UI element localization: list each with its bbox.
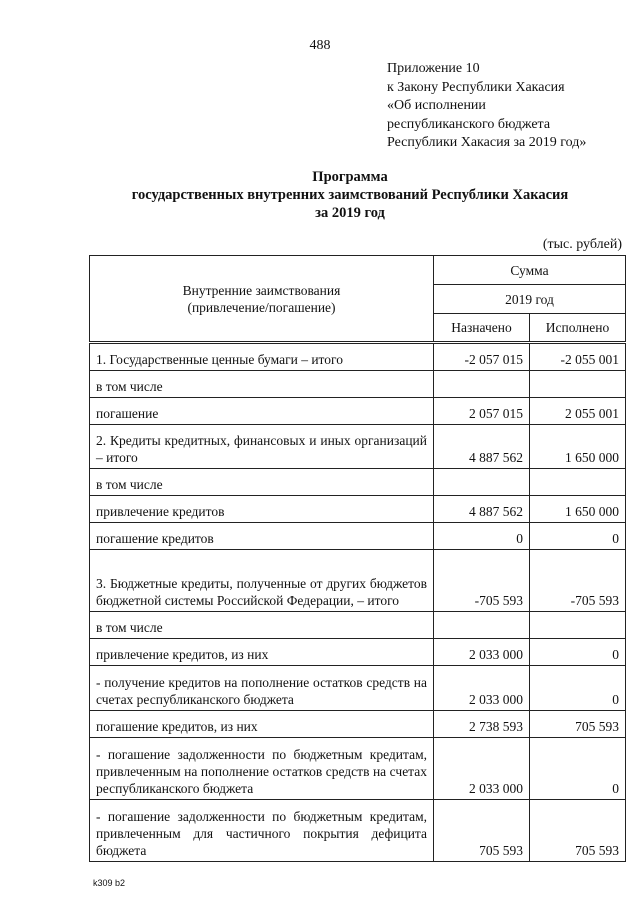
row-assigned: -705 593: [434, 550, 530, 612]
table-row: [90, 496, 626, 523]
units-label: (тыс. рублей): [542, 237, 622, 252]
row-label: погашение кредитов: [90, 523, 434, 550]
header-year: 2019 год: [434, 285, 626, 314]
annex-line: Республики Хакасия за 2019 год»: [387, 135, 587, 150]
header-executed: Исполнено: [530, 314, 626, 343]
title-line-2: государственных внутренних заимствований Республики Хакасия: [131, 187, 569, 203]
row-executed: 1 650 000: [530, 496, 626, 523]
row-label: 2. Кредиты кредитных, финансовых и иных организаций – итого: [90, 425, 434, 469]
table-row: [90, 371, 626, 398]
row-executed: 705 593: [530, 711, 626, 738]
row-executed: 0: [530, 666, 626, 711]
table-row: [90, 425, 626, 469]
table-row: [90, 612, 626, 639]
row-assigned: [434, 469, 530, 496]
row-executed: 2 055 001: [530, 398, 626, 425]
row-executed: 0: [530, 639, 626, 666]
row-label: в том числе: [90, 371, 434, 398]
table-row: [90, 738, 626, 800]
table-row: [90, 343, 626, 371]
annex-line: Приложение 10: [387, 61, 480, 76]
row-assigned: 2 033 000: [434, 639, 530, 666]
table-row: [90, 800, 626, 862]
row-label: в том числе: [90, 612, 434, 639]
row-assigned: [434, 371, 530, 398]
row-label: 1. Государственные ценные бумаги – итого: [90, 343, 434, 371]
row-executed: 0: [530, 523, 626, 550]
row-label: в том числе: [90, 469, 434, 496]
row-executed: [530, 371, 626, 398]
footer-code: k309 b2: [93, 878, 126, 888]
row-executed: 705 593: [530, 800, 626, 862]
row-executed: 1 650 000: [530, 425, 626, 469]
table-row: [90, 639, 626, 666]
row-executed: [530, 612, 626, 639]
row-label: привлечение кредитов: [90, 496, 434, 523]
row-executed: [530, 469, 626, 496]
document-title: [0, 168, 640, 222]
row-assigned: 2 738 593: [434, 711, 530, 738]
header-assigned: Назначено: [434, 314, 530, 343]
annex-heading: [387, 60, 586, 153]
row-assigned: 0: [434, 523, 530, 550]
row-assigned: 4 887 562: [434, 425, 530, 469]
row-assigned: 2 033 000: [434, 666, 530, 711]
annex-line: республиканского бюджета: [387, 116, 551, 132]
row-label: погашение кредитов, из них: [90, 711, 434, 738]
row-label: - получение кредитов на пополнение остатков средств на счетах республиканского бюджета: [90, 666, 434, 711]
header-borrowings-line1: Внутренние заимствования: [182, 282, 341, 298]
row-assigned: 4 887 562: [434, 496, 530, 523]
table-row: [90, 398, 626, 425]
row-label: привлечение кредитов, из них: [90, 639, 434, 666]
header-sum: Сумма: [434, 256, 626, 285]
header-borrowings: [90, 256, 434, 343]
title-line-1: Программа: [312, 169, 388, 185]
table-row: [90, 666, 626, 711]
row-executed: -2 055 001: [530, 343, 626, 371]
row-assigned: -2 057 015: [434, 343, 530, 371]
row-assigned: 2 033 000: [434, 738, 530, 800]
borrowings-table: [89, 255, 626, 862]
row-label: - погашение задолженности по бюджетным кредитам, привлеченным для частичного покрытия дефицита бюджета: [90, 800, 434, 862]
title-line-3: за 2019 год: [315, 205, 385, 221]
header-borrowings-line2: (привлечение/погашение): [187, 299, 336, 315]
row-assigned: [434, 612, 530, 639]
row-executed: 0: [530, 738, 626, 800]
row-label: погашение: [90, 398, 434, 425]
row-executed: -705 593: [530, 550, 626, 612]
table-row: [90, 711, 626, 738]
row-label: - погашение задолженности по бюджетным кредитам, привлеченным на пополнение остатков средств на счетах республиканского бюджета: [90, 738, 434, 800]
row-assigned: 2 057 015: [434, 398, 530, 425]
row-label: 3. Бюджетные кредиты, полученные от других бюджетов бюджетной системы Российской Федерации, – итого: [90, 550, 434, 612]
annex-line: «Об исполнении: [387, 98, 486, 113]
table-row: [90, 550, 626, 612]
page-number: 488: [309, 38, 331, 53]
table-row: [90, 469, 626, 496]
annex-line: к Закону Республики Хакасия: [387, 79, 565, 95]
row-assigned: 705 593: [434, 800, 530, 862]
table-row: [90, 523, 626, 550]
